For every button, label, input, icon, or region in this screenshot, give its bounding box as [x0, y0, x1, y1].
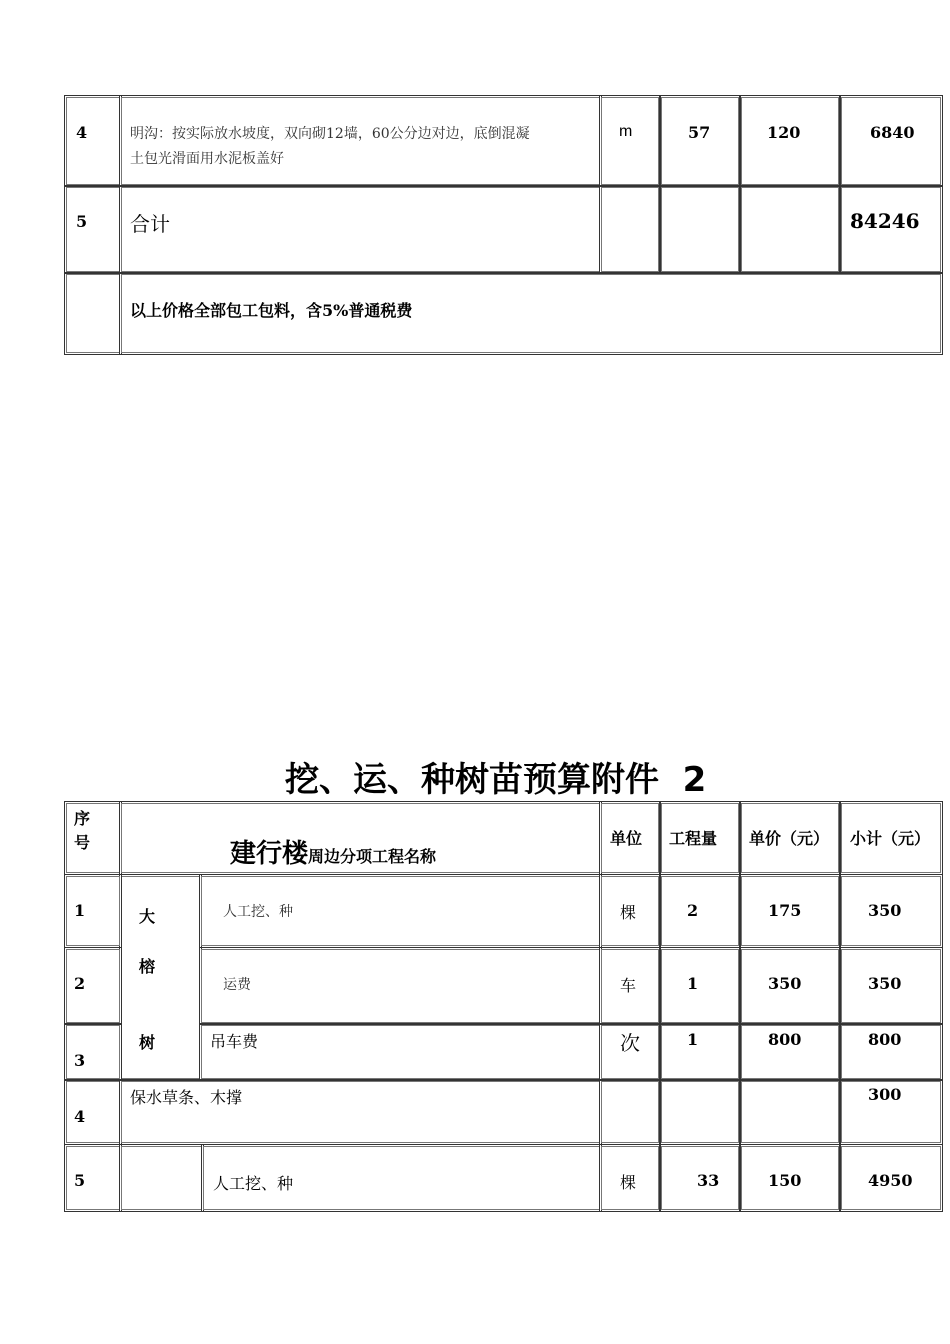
t1-r4-desc-line2: 土包光滑面用水泥板盖好 [130, 151, 284, 167]
t1-r4-qty: 57 [688, 123, 711, 142]
t2-h-no-line1: 序 [74, 811, 91, 828]
page-title: 挖、运、种树苗预算附件 2 [285, 760, 707, 800]
t2-r5-group-cell [121, 1146, 202, 1210]
t2-r3-item-cell [201, 1025, 600, 1079]
t2-r1-qty: 2 [687, 901, 699, 920]
t2-r2-unit: 车 [620, 976, 637, 995]
t2-r2-item: 运费 [223, 977, 251, 993]
t2-r2-qty-cell [661, 949, 739, 1023]
t2-r1-no: 1 [74, 901, 86, 920]
t1-r4-no: 4 [76, 123, 88, 142]
t2-r2-item-cell [201, 949, 600, 1023]
t2-h-qty: 工程量 [669, 831, 718, 848]
t2-r1-price: 175 [768, 901, 802, 920]
t2-h-no-line2: 号 [74, 835, 91, 852]
t1-note: 以上价格全部包工包料，含5%普通税费 [130, 301, 413, 320]
t1-r5-qty-cell [661, 187, 739, 272]
t1-r5-no: 5 [76, 212, 88, 231]
t2-h-unit: 单位 [610, 831, 643, 848]
t1-r4-desc-line1: 明沟：按实际放水坡度，双向砌12墙，60公分边对边，底倒混凝 [130, 126, 530, 142]
t2-h-name-small: 周边分项工程名称 [308, 849, 437, 866]
t2-r2-price: 350 [768, 974, 802, 993]
t2-r2-qty: 1 [687, 974, 699, 993]
t2-h-name [230, 833, 436, 870]
t2-r3-qty: 1 [687, 1030, 699, 1049]
t2-r5-subtotal: 4950 [868, 1171, 913, 1190]
t1-r5-no-cell [66, 187, 120, 272]
t1-r4-unit-cell [601, 97, 659, 185]
t2-r3-item: 吊车费 [210, 1032, 259, 1051]
t2-r4-no: 4 [74, 1107, 86, 1126]
t2-r2-subtotal: 350 [868, 974, 902, 993]
t2-r3-unit: 次 [620, 1031, 640, 1055]
t2-r5-unit: 棵 [620, 1173, 637, 1192]
t1-r5-desc-cell [121, 187, 600, 272]
t2-r1-unit: 棵 [620, 903, 637, 922]
t2-tree-char-2: 榕 [139, 959, 156, 976]
t2-r5-no: 5 [74, 1171, 86, 1190]
t2-r3-no: 3 [74, 1051, 86, 1070]
t1-r4-no-cell [66, 97, 120, 185]
t1-r5-unit-cell [601, 187, 659, 272]
t2-r3-price: 800 [768, 1030, 802, 1049]
t2-h-price: 单价（元） [749, 831, 830, 848]
t2-r1-item: 人工挖、种 [223, 904, 293, 920]
t2-tree-char-3: 树 [139, 1035, 156, 1052]
t1-total-value: 84246 [850, 209, 920, 233]
t2-r4-price-cell [741, 1081, 839, 1143]
t2-tree-char-1: 大 [139, 909, 156, 926]
t2-r2-no: 2 [74, 974, 86, 993]
t1-r4-unit: m [619, 123, 633, 140]
t2-r4-subtotal: 300 [868, 1085, 902, 1104]
t1-r4-price: 120 [767, 123, 801, 142]
t2-r1-subtotal: 350 [868, 901, 902, 920]
t2-r4-item: 保水草条、木撑 [130, 1088, 243, 1107]
t2-r3-subtotal: 800 [868, 1030, 902, 1049]
t2-h-name-big: 建行楼 [230, 838, 309, 868]
t2-r5-price: 150 [768, 1171, 802, 1190]
t2-r5-item: 人工挖、种 [213, 1174, 294, 1193]
t2-r4-qty-cell [661, 1081, 739, 1143]
t1-r5-price-cell [741, 187, 839, 272]
t1-note-no-cell [66, 274, 120, 353]
t2-r3-qty-cell [661, 1025, 739, 1079]
t1-total-label: 合计 [130, 214, 170, 236]
t2-h-subtotal: 小计（元） [850, 831, 931, 848]
t2-r5-qty: 33 [697, 1171, 720, 1190]
t2-r1-qty-cell [661, 876, 739, 946]
t2-tree-group-cell [121, 876, 200, 1079]
t1-r4-subtotal: 6840 [870, 123, 915, 142]
t2-r4-unit-cell [601, 1081, 659, 1143]
